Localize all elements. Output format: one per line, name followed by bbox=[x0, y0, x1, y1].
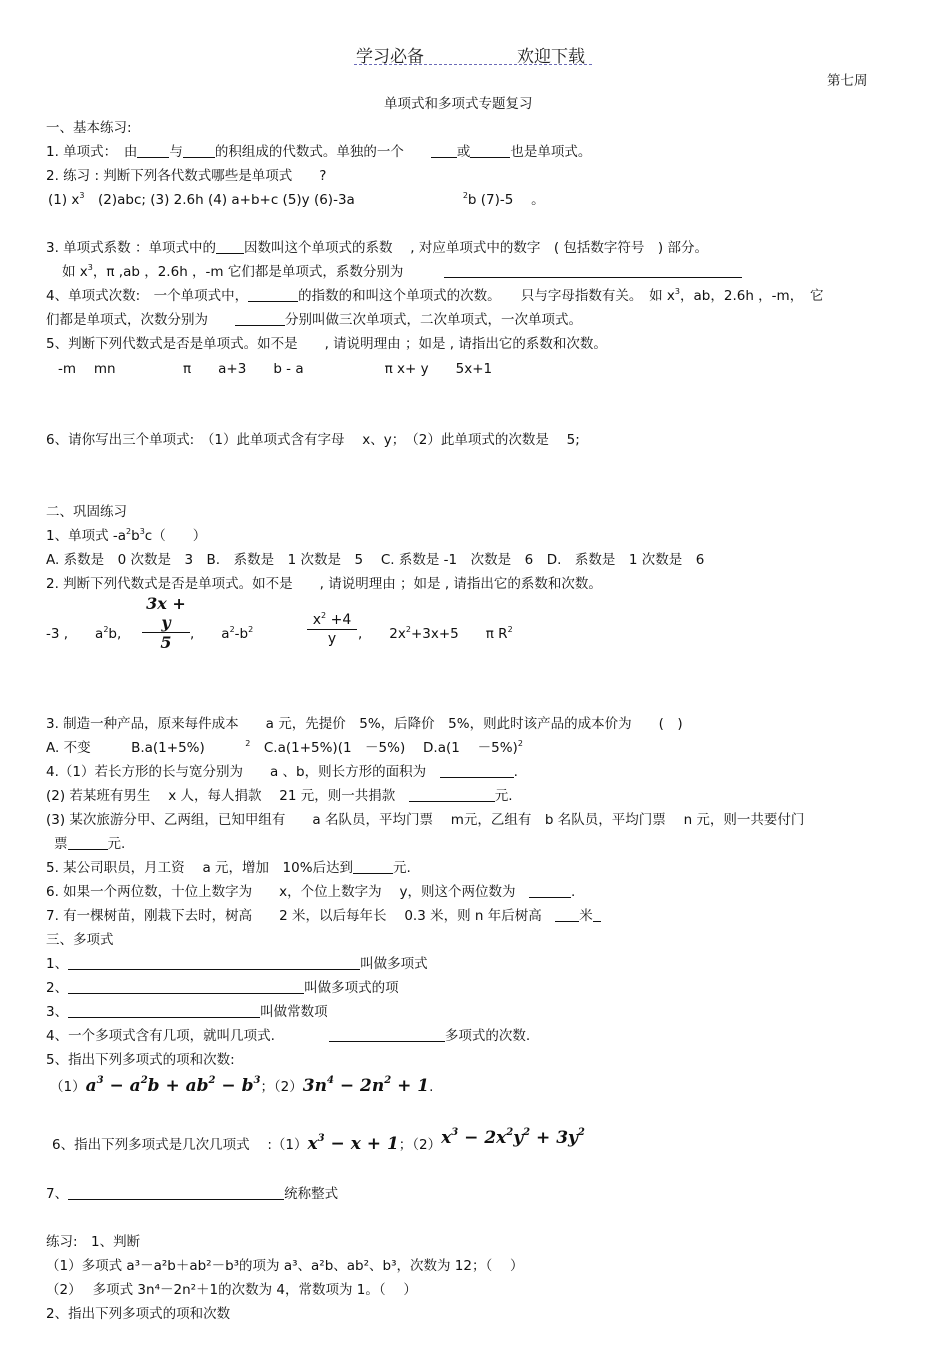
option-text: C.a(1+5%)(1 －5%) D.a(1 －5%) bbox=[263, 740, 518, 756]
blank bbox=[353, 859, 393, 874]
q-text: c（ ） bbox=[144, 528, 207, 544]
consolidate-q1: 1、单项式 $-a^2b^3c$（ ） bbox=[46, 527, 207, 544]
blank bbox=[409, 787, 495, 802]
consolidate-q4-3: (3) 某次旅游分甲、乙两组，已知甲组有 a 名队员，平均门票 m元，乙组有 b 名队员，平均门票 n 元，则一共要付门 bbox=[46, 812, 805, 828]
fraction-3x-plus-y-over-5 bbox=[142, 594, 190, 652]
example-text: 如 x bbox=[62, 264, 88, 280]
item-text: 4、一个多项式含有几项，就叫几项式. bbox=[46, 1028, 275, 1044]
section-basic-heading: 一、基本练习: bbox=[46, 120, 132, 136]
section-consolidate-heading: 二、巩固练习 bbox=[46, 504, 127, 520]
question-4-line-2 bbox=[46, 311, 582, 329]
question-1-line bbox=[46, 143, 591, 161]
practice-item-2: （2） 多项式 3n⁴－2n²＋1的次数为 4，常数项为 1。（ ） bbox=[46, 1282, 417, 1298]
blank bbox=[183, 143, 215, 158]
blank bbox=[529, 883, 571, 898]
item-number: 7、 bbox=[46, 1186, 69, 1202]
blank bbox=[555, 907, 579, 922]
blank bbox=[444, 263, 742, 278]
q1-text-c: 的积组成的代数式。单独的一个 bbox=[214, 144, 404, 160]
blank bbox=[329, 1027, 445, 1042]
num-text: +4 bbox=[326, 612, 352, 628]
consolidate-q1-options: A. 系数是 0 次数是 3 B. 系数是 1 次数是 5 C. 系数是 -1 次数是 6 D. 系数是 1 次数是 6 bbox=[46, 552, 705, 568]
q-text: 米 bbox=[579, 908, 593, 924]
question-6-line: 6、请你写出三个单项式: （1）此单项式含有字母 x、y； （2）此单项式的次数是 5; bbox=[46, 432, 580, 448]
blank bbox=[470, 143, 510, 158]
item-text: 6、指出下列多项式是几次几项式 :（1） bbox=[52, 1137, 308, 1153]
polynomial-item-5: 5、指出下列多项式的项和次数: bbox=[46, 1052, 235, 1068]
blank bbox=[68, 1185, 284, 1200]
fraction-denominator: 5 bbox=[160, 633, 172, 652]
expr-label: ；（2） bbox=[260, 1079, 303, 1095]
expr-label: （1） bbox=[50, 1079, 86, 1095]
example-text: ，π ,ab ，2.6h ，-m 它们都是单项式，系数分别为 bbox=[92, 264, 404, 280]
blank bbox=[68, 955, 360, 970]
option-text: (2)abc; (3) 2.6h (4) a+b+c (5)y (6)-3a bbox=[98, 192, 355, 208]
consolidate-q2: 2. 判断下列代数式是否是单项式。如不是 , 请说明理由 ；如是 , 请指出它的系数和次数。 bbox=[46, 576, 602, 592]
week-label: 第七周 bbox=[827, 73, 868, 89]
q1-text-d: 或 bbox=[456, 144, 471, 160]
expr-text: -b bbox=[234, 626, 249, 642]
option-text: b (7)-5 。 bbox=[467, 192, 545, 208]
q1-text-b: 与 bbox=[169, 144, 183, 160]
q3-text-b: 因数叫这个单项式的系数 , 对应单项式中的数字 ( 包括数字符号 ) 部分。 bbox=[243, 240, 708, 256]
blank bbox=[440, 763, 514, 778]
header-divider bbox=[354, 64, 592, 65]
item-number: 3、 bbox=[46, 1004, 69, 1020]
q-text: 元. bbox=[393, 860, 411, 876]
question-3-line bbox=[46, 239, 708, 257]
expr-text: , 2x bbox=[358, 626, 406, 642]
consolidate-q6: 6. 如果一个两位数，十位上数字为 x，个位上数字为 y，则这个两位数为 . bbox=[46, 884, 576, 900]
item-text: ；（2） bbox=[398, 1137, 442, 1153]
item-text: 统称整式 bbox=[284, 1186, 339, 1202]
expr-group-3: , $2x^2+3x+5$ π $R^2$ bbox=[358, 625, 513, 642]
consolidate-q4-3b bbox=[54, 835, 125, 853]
expr-group-1: -3 , $a^2b$, bbox=[46, 625, 122, 642]
header-right-text: 欢迎下载 bbox=[517, 47, 585, 67]
q-text: 4.（1）若长方形的长与宽分别为 a 、b，则长方形的面积为 bbox=[46, 764, 427, 780]
fraction-numerator: $x^2 +4$ bbox=[312, 611, 352, 628]
consolidate-q4: 4.（1）若长方形的长与宽分别为 a 、b，则长方形的面积为 . bbox=[46, 764, 518, 780]
item-text: 叫做常数项 bbox=[260, 1004, 328, 1020]
question-5-line: 5、判断下列代数式是否是单项式。如不是 , 请说明理由 ；如是 , 请指出它的系数和次数。 bbox=[46, 336, 607, 352]
q-text: (2) 若某班有男生 x 人，每人捐款 21 元，则一共捐款 bbox=[46, 788, 396, 804]
polynomial-item-7 bbox=[46, 1185, 338, 1203]
option-text: A. 不变 B.a(1+5%) bbox=[46, 740, 205, 756]
item-number: 1、 bbox=[46, 956, 69, 972]
q1-text-e: 也是单项式。 bbox=[510, 144, 592, 160]
polynomial-item-5-exprs: $(1)a^3 - a^2b + ab^2 - b^3$；$(2)3n^4 - 2n^2 + 1$. bbox=[50, 1075, 434, 1096]
polynomial-item-2 bbox=[46, 979, 399, 997]
q-text: 5. 某公司职员，月工资 a 元，增加 10%后达到 bbox=[46, 860, 354, 876]
expr-text: , a bbox=[190, 626, 230, 642]
q-text: 6. 如果一个两位数，十位上数字为 x，个位上数字为 y，则这个两位数为 bbox=[46, 884, 516, 900]
q4-text-c: ，ab，2.6h ，-m， 它 bbox=[680, 288, 824, 304]
q-text: b bbox=[131, 528, 140, 544]
fraction-denominator: y bbox=[327, 631, 337, 647]
practice-heading: 练习: 1、判断 bbox=[46, 1234, 141, 1250]
q4-text-a: 4、单项式次数: 一个单项式中， bbox=[46, 288, 249, 304]
question-2-options: (1) $x^3$ (2)abc; (3) 2.6h (4) a+b+c (5)y (6)-3a $^2$b (7)-5 。 bbox=[48, 191, 545, 208]
consolidate-q3-options: A. 不变 B.a(1+5%) $^2$ C.a(1+5%)(1 －5%) D.a(1 －5%)$^2$ bbox=[46, 739, 523, 756]
item-text: 叫做多项式 bbox=[360, 956, 428, 972]
q4-text-e: 分别叫做三次单项式，二次单项式，一次单项式。 bbox=[285, 312, 582, 328]
q4-text-b: 的指数的和叫这个单项式的次数。 只与字母指数有关。 如 x bbox=[298, 288, 675, 304]
consolidate-q5 bbox=[46, 859, 411, 877]
blank bbox=[593, 907, 601, 922]
question-5-expressions: -m mn π a+3 b - a π x+ y 5x+1 bbox=[58, 361, 493, 377]
option-text: (1) x bbox=[48, 192, 80, 208]
math-expr-3n4-2n2-1: $3n^4 - 2n^2 + 1$ bbox=[302, 1075, 430, 1096]
blank bbox=[235, 311, 285, 326]
item-number: 2、 bbox=[46, 980, 69, 996]
page-title: 单项式和多项式专题复习 bbox=[384, 96, 533, 112]
num-text: x bbox=[312, 612, 322, 628]
blank bbox=[216, 239, 244, 254]
expr-text: -3 , a bbox=[46, 626, 104, 642]
item-text: 叫做多项式的项 bbox=[304, 980, 399, 996]
blank bbox=[68, 835, 108, 850]
q-text: 7. 有一棵树苗，刚栽下去时，树高 2 米，以后每年长 0.3 米，则 n 年后树高 bbox=[46, 908, 542, 924]
question-4-line: 4、单项式次数: 一个单项式中， 的指数的和叫这个单项式的次数。 只与字母指数有关。 如 $x^3$，ab，2.6h ，-m， 它 bbox=[46, 287, 824, 304]
fraction-numerator: 3x + y bbox=[146, 594, 186, 632]
math-expr-x3-x-1: $x^3 - x + 1$ bbox=[307, 1133, 399, 1154]
expr-text: +3x+5 π R bbox=[410, 626, 508, 642]
blank bbox=[68, 1003, 260, 1018]
blank bbox=[248, 287, 298, 302]
q-text: 元. bbox=[494, 788, 513, 804]
question-3-example: 如 $x^3$，π ,ab ，2.6h ，-m 它们都是单项式，系数分别为 bbox=[62, 263, 742, 281]
blank bbox=[431, 143, 457, 158]
blank bbox=[137, 143, 169, 158]
blank bbox=[68, 979, 304, 994]
q-text: 元. bbox=[107, 836, 126, 852]
header-left-text: 学习必备 bbox=[356, 47, 424, 67]
consolidate-q4-2 bbox=[46, 787, 513, 805]
practice-item-3: 2、指出下列多项式的项和次数 bbox=[46, 1306, 231, 1322]
polynomial-item-1 bbox=[46, 955, 428, 973]
q-text: 1、单项式 -a bbox=[46, 528, 127, 544]
q4-text-d: 们都是单项式，次数分别为 bbox=[46, 312, 208, 328]
expr-group-2: , $a^2-b^2$ bbox=[190, 625, 254, 642]
polynomial-item-6 bbox=[52, 1127, 585, 1154]
math-expr-a3-a2b-ab2-b3: $a^3 - a^2b + ab^2 - b^3$ bbox=[85, 1075, 261, 1096]
practice-item-1: （1）多项式 a³－a²b＋ab²－b³的项为 a³、a²b、ab²、b³，次数为 12；（ ） bbox=[46, 1258, 524, 1274]
consolidate-q7 bbox=[46, 907, 601, 925]
item-text: 多项式的次数. bbox=[444, 1028, 531, 1044]
polynomial-item-4 bbox=[46, 1027, 530, 1045]
polynomial-item-3 bbox=[46, 1003, 328, 1021]
expr-text: b, bbox=[108, 626, 122, 642]
math-expr-x3-2x2y2-3y2: $x^3 - 2x^2y^2 + 3y^2$ bbox=[441, 1127, 585, 1148]
q-text: 票 bbox=[54, 836, 68, 852]
consolidate-q3: 3. 制造一种产品，原来每件成本 a 元，先提价 5%，后降价 5%，则此时该产品的成本价为 ( ) bbox=[46, 716, 683, 732]
q1-text-a: 1. 单项式： 由 bbox=[46, 144, 138, 160]
fraction-x2-plus-4-over-y bbox=[307, 611, 357, 648]
section-polynomial-heading: 三、多项式 bbox=[46, 932, 114, 948]
q3-text-a: 3. 单项式系数 ：单项式中的 bbox=[46, 240, 216, 256]
question-2-line: 2. 练习 : 判断下列各代数式哪些是单项式 ? bbox=[46, 168, 327, 184]
